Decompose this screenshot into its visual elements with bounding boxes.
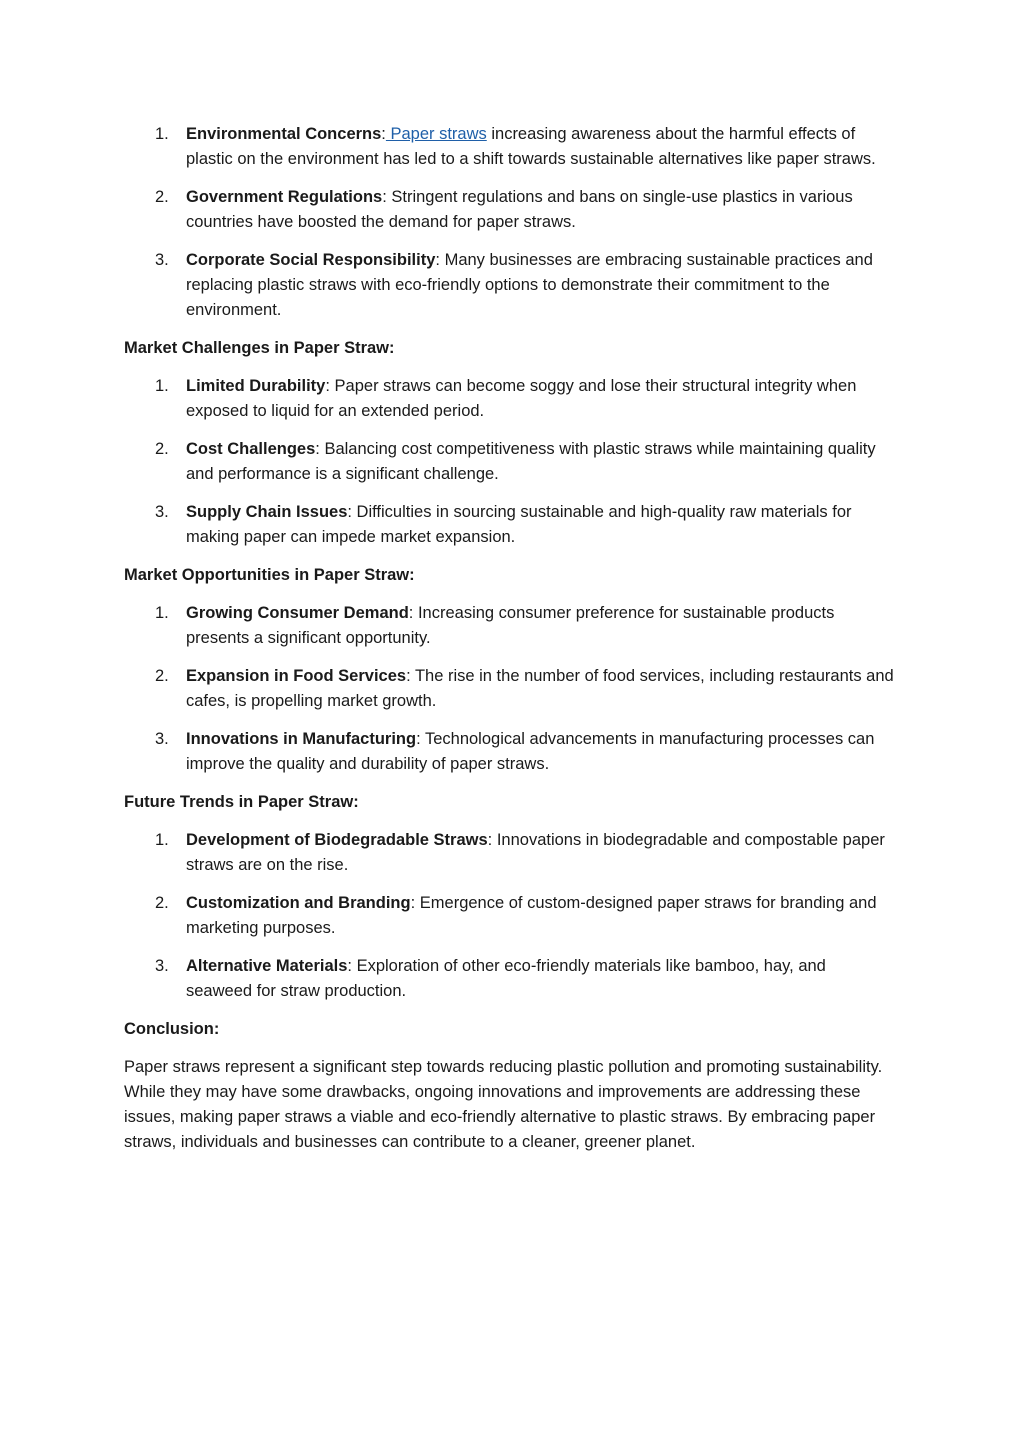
list-number: 3. bbox=[155, 957, 169, 975]
section-heading-conclusion: Conclusion: bbox=[124, 1020, 220, 1038]
paper-straws-link[interactable]: Paper straws bbox=[385, 125, 487, 143]
list-item bbox=[124, 437, 896, 487]
list-number: 2. bbox=[155, 667, 169, 685]
list-text: increasing awareness about the harmful effects of plastic on the environment has led to a shift towards sustainable alternatives like paper straws. bbox=[186, 125, 876, 168]
list-separator: : bbox=[406, 667, 411, 685]
list-term: Government Regulations bbox=[186, 188, 383, 206]
list-text: Many businesses are embracing sustainable practices and replacing plastic straws with eco-friendly options to demonstrate their commitment to the environment. bbox=[186, 251, 873, 319]
list-number: 3. bbox=[155, 730, 169, 748]
list-separator: : bbox=[347, 503, 352, 521]
list-separator: : bbox=[347, 957, 352, 975]
list-item bbox=[124, 248, 896, 323]
list-text: Innovations in biodegradable and compostable paper straws are on the rise. bbox=[186, 831, 885, 874]
drivers-list bbox=[124, 122, 896, 323]
list-number: 1. bbox=[155, 831, 169, 849]
list-term: Development of Biodegradable Straws bbox=[186, 831, 488, 849]
list-item bbox=[124, 828, 896, 878]
list-text: Stringent regulations and bans on single-use plastics in various countries have boosted the demand for paper straws. bbox=[186, 188, 853, 231]
list-item bbox=[124, 185, 896, 235]
list-separator: : bbox=[325, 377, 330, 395]
section-heading-future-trends: Future Trends in Paper Straw: bbox=[124, 793, 359, 811]
list-text: Paper straws can become soggy and lose their structural integrity when exposed to liquid for an extended period. bbox=[186, 377, 857, 420]
list-term: Environmental Concerns bbox=[186, 125, 382, 143]
list-separator: : bbox=[410, 894, 416, 912]
list-text: Difficulties in sourcing sustainable and high-quality raw materials for making paper can impede market expansion. bbox=[186, 503, 852, 546]
section-heading-opportunities: Market Opportunities in Paper Straw: bbox=[124, 566, 415, 584]
list-term: Growing Consumer Demand bbox=[186, 604, 409, 622]
conclusion-paragraph: Paper straws represent a significant step towards reducing plastic pollution and promoting sustainability. While they may have some drawbacks, ongoing innovations and improvements are addressing these issues, making paper straws a viable and eco-friendly alternative to plastic straws. By embracing paper straws, individuals and businesses can contribute to a cleaner, greener planet. bbox=[124, 1058, 883, 1151]
list-separator: : bbox=[408, 604, 414, 622]
list-item bbox=[124, 601, 896, 651]
list-number: 2. bbox=[155, 440, 169, 458]
list-separator: : bbox=[416, 730, 421, 748]
list-item bbox=[124, 954, 896, 1004]
list-term: Customization and Branding bbox=[186, 894, 411, 912]
list-item bbox=[124, 374, 896, 424]
list-text: Technological advancements in manufacturing processes can improve the quality and durability of paper straws. bbox=[186, 730, 875, 773]
list-item bbox=[124, 500, 896, 550]
list-separator: : bbox=[315, 440, 320, 458]
list-separator: : bbox=[381, 125, 386, 143]
list-text: Balancing cost competitiveness with plastic straws while maintaining quality and performance is a significant challenge. bbox=[186, 440, 876, 483]
list-item bbox=[124, 664, 896, 714]
list-item bbox=[124, 727, 896, 777]
list-separator: : bbox=[382, 188, 387, 206]
list-separator: : bbox=[487, 831, 493, 849]
section-heading-challenges: Market Challenges in Paper Straw: bbox=[124, 339, 395, 357]
list-number: 1. bbox=[155, 125, 169, 143]
list-text: Increasing consumer preference for sustainable products presents a significant opportunity. bbox=[186, 604, 835, 647]
list-number: 2. bbox=[155, 188, 169, 206]
list-term: Alternative Materials bbox=[186, 957, 348, 975]
list-term: Corporate Social Responsibility bbox=[186, 251, 436, 269]
list-term: Supply Chain Issues bbox=[186, 503, 348, 521]
list-text: Emergence of custom-designed paper straws for branding and marketing purposes. bbox=[186, 894, 877, 937]
future-trends-list bbox=[124, 828, 896, 1004]
list-term: Expansion in Food Services bbox=[186, 667, 407, 685]
list-item bbox=[124, 122, 896, 172]
list-term: Limited Durability bbox=[186, 377, 326, 395]
list-number: 2. bbox=[155, 894, 169, 912]
challenges-list bbox=[124, 374, 896, 550]
document-page bbox=[124, 122, 896, 1155]
list-number: 3. bbox=[155, 503, 169, 521]
list-term: Cost Challenges bbox=[186, 440, 316, 458]
list-number: 1. bbox=[155, 377, 169, 395]
list-number: 1. bbox=[155, 604, 169, 622]
list-text: Exploration of other eco-friendly materials like bamboo, hay, and seaweed for straw production. bbox=[186, 957, 826, 1000]
opportunities-list bbox=[124, 601, 896, 777]
list-number: 3. bbox=[155, 251, 169, 269]
list-separator: : bbox=[435, 251, 440, 269]
list-item bbox=[124, 891, 896, 941]
list-text: The rise in the number of food services, including restaurants and cafes, is propelling market growth. bbox=[186, 667, 894, 710]
list-term: Innovations in Manufacturing bbox=[186, 730, 417, 748]
